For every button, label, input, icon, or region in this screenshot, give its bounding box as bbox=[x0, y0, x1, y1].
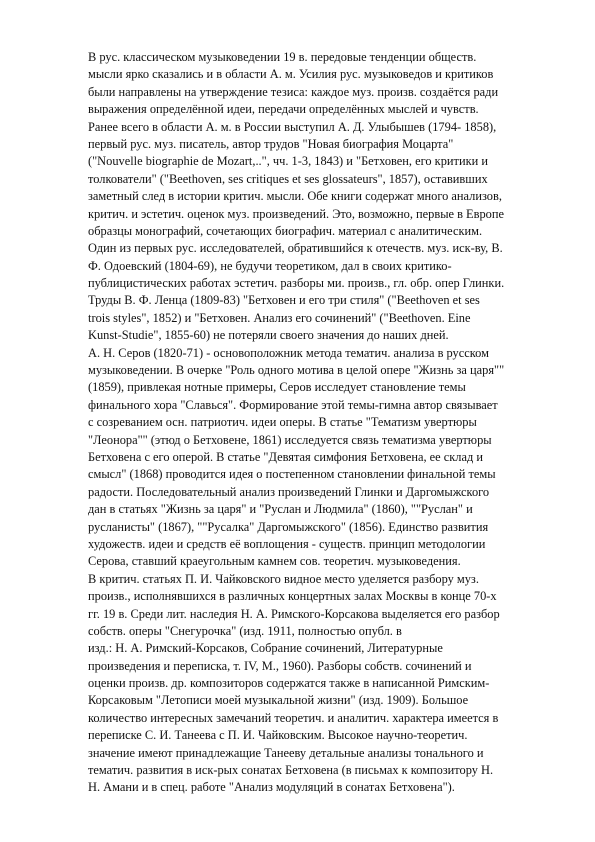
text-line: Н. Амани и в спец. работе "Анализ модуляций в сонатах Бетховена"). bbox=[88, 780, 455, 795]
body-text bbox=[88, 49, 528, 797]
text-line: Kunst-Studie", 1855-60) не потеряли своего значения до наших дней. bbox=[88, 328, 449, 343]
text-line: Труды В. Ф. Ленца (1809-83) "Бетховен и его три стиля" ("Beethoven et ses bbox=[88, 293, 480, 308]
text-line: с созреванием осн. патриотич. идеи оперы. В статье "Тематизм увертюры bbox=[88, 415, 477, 430]
text-line: первый рус. муз. писатель, автор трудов "Новая биография Моцарта" bbox=[88, 136, 454, 151]
text-line: Корсаковым "Летописи моей музыкальной жизни" (изд. 1909). Большое bbox=[88, 693, 469, 708]
text-line: заметный след в истории критич. мысли. Обе книги содержат много анализов, bbox=[88, 189, 502, 204]
text-line: произведения и переписка, т. IV, М., 1960). Разборы собств. сочинений и bbox=[88, 658, 472, 673]
text-line: изд.: Н. А. Римский-Корсаков, Собрание сочинений, Литературные bbox=[88, 641, 443, 656]
text-line: переписке С. И. Танеева с П. И. Чайковским. Высокое научно-теоретич. bbox=[88, 728, 468, 743]
text-line: художеств. идеи и средств её воплощения - существ. принцип методологии bbox=[88, 536, 486, 551]
text-line: критич. и эстетич. оценок муз. произведений. Это, возможно, первые в Европе bbox=[88, 206, 504, 221]
text-line: образцы монографий, сочетающих биографич. материал с аналитическим. bbox=[88, 223, 483, 238]
text-line: были направлены на утверждение тезиса: каждое муз. произв. создаётся ради bbox=[88, 84, 499, 99]
text-line: значение имеют принадлежащие Танееву детальные анализы тонального и bbox=[88, 745, 484, 760]
text-line: trois styles", 1852) и "Бетховен. Анализ его сочинений" ("Beethoven. Eine bbox=[88, 310, 471, 325]
text-line: Ф. Одоевский (1804-69), не будучи теоретиком, дал в своих критико- bbox=[88, 258, 452, 273]
text-line: Ранее всего в области А. м. в России выступил А. Д. Улыбышев (1794- 1858), bbox=[88, 119, 497, 134]
text-line: русланисты" (1867), ""Русалка" Даргомыжского" (1856). Единство развития bbox=[88, 519, 489, 534]
text-line: А. Н. Серов (1820-71) - основоположник метода тематич. анализа в русском bbox=[88, 345, 489, 360]
text-line: толкователи" ("Beethoven, ses critiques et ses glossateurs", 1857), оставивших bbox=[88, 171, 488, 186]
text-line: В рус. классическом музыковедении 19 в. передовые тенденции обществ. bbox=[88, 50, 477, 64]
text-line: публицистических работах эстетич. разборы ми. произв., гл. обр. опер Глинки. bbox=[88, 276, 505, 291]
text-line: "Леонора"" (этюд о Бетховене, 1861) исследуется связь тематизма увертюры bbox=[88, 432, 492, 447]
text-line: финального хора "Славься". Формирование этой темы-гимна автор связывает bbox=[88, 397, 498, 412]
text-line: произв., исполнявшихся в различных концертных залах Москвы в конце 70-х bbox=[88, 589, 497, 604]
text-line: тематич. развития в иск-рых сонатах Бетховена (в письмах к композитору Н. bbox=[88, 763, 494, 778]
text-line: Бетховена с его оперой. В статье "Девятая симфония Бетховена, ее склад и bbox=[88, 449, 483, 464]
text-line: собств. оперы "Снегурочка" (изд. 1911, полностью опубл. в bbox=[88, 623, 402, 638]
text-line: радости. Последовательный анализ произведений Глинки и Даргомыжского bbox=[88, 484, 490, 499]
text-line: Один из первых рус. исследователей, обратившийся к отечеств. муз. иск-ву, В. bbox=[88, 241, 503, 256]
text-line: музыковедении. В очерке "Роль одного мотива в целой опере "Жизнь за царя"" bbox=[88, 363, 505, 378]
text-line: дан в статьях "Жизнь за царя" и "Руслан и Людмила" (1860), ""Руслан" и bbox=[88, 502, 473, 517]
text-line: В критич. статьях П. И. Чайковского видное место уделяется разбору муз. bbox=[88, 571, 479, 586]
text-line: выражения определённой идеи, передачи определённых мыслей и чувств. bbox=[88, 102, 479, 117]
text-line: ("Nouvelle biographie de Mozart,..", чч. 1-3, 1843) и "Бетховен, его критики и bbox=[88, 154, 488, 169]
text-line: Серова, ставший краеугольным камнем сов. теоретич. музыковедения. bbox=[88, 554, 461, 569]
text-line: смысл" (1868) проводится идея о постепенном становлении финальной темы bbox=[88, 467, 496, 482]
text-line: мысли ярко сказались и в области А. м. Усилия рус. музыковедов и критиков bbox=[88, 67, 494, 82]
text-line: гг. 19 в. Среди лит. наследия Н. А. Римского-Корсакова выделяется его разбор bbox=[88, 606, 500, 621]
text-line: количество интересных замечаний теоретич. и аналитич. характера имеется в bbox=[88, 710, 499, 725]
text-line: оценки произв. др. композиторов содержатся также в написанной Римским- bbox=[88, 676, 490, 691]
text-line: (1859), привлекая нотные примеры, Серов исследует становление темы bbox=[88, 380, 466, 395]
